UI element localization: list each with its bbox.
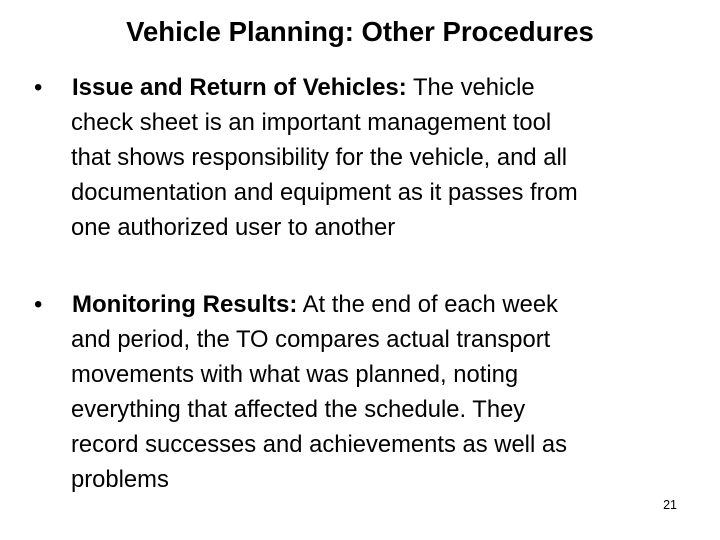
bullet-monitoring-results — [0, 287, 720, 497]
bullet-first-text — [72, 70, 535, 105]
bullet-marker: • — [34, 74, 43, 101]
bullet-text-line — [0, 322, 720, 357]
slide-title: Vehicle Planning: Other Procedures — [126, 16, 594, 47]
bullet-text-line — [0, 175, 720, 210]
bullet-heading: Monitoring Results: — [72, 291, 298, 318]
bullet-text-line — [0, 210, 720, 245]
bullet-text: movements with what was planned, noting — [71, 361, 519, 388]
bullet-text: problems — [71, 466, 169, 493]
bullet-text: check sheet is an important management tool — [71, 109, 552, 136]
bullet-first-text — [72, 287, 558, 322]
bullet-text: everything that affected the schedule. They — [71, 396, 526, 423]
bullet-text: one authorized user to another — [71, 214, 396, 241]
bullet-lead-text: At the end of each week — [297, 291, 558, 318]
bullet-text-line — [0, 105, 720, 140]
bullet-text-line — [0, 462, 720, 497]
bullet-text-line — [0, 392, 720, 427]
page-number: 21 — [663, 498, 677, 512]
bullet-first-line — [0, 70, 720, 105]
bullet-text-line — [0, 140, 720, 175]
bullet-text: record successes and achievements as well as — [71, 431, 568, 458]
bullet-text: that shows responsibility for the vehicle, and all — [71, 144, 568, 171]
bullet-text: and period, the TO compares actual transport — [71, 326, 551, 353]
bullet-text-line — [0, 427, 720, 462]
bullet-issue-and-return — [0, 70, 720, 245]
bullet-heading: Issue and Return of Vehicles: — [72, 74, 407, 101]
bullet-first-line — [0, 287, 720, 322]
bullet-text-line — [0, 357, 720, 392]
bullet-lead-text: The vehicle — [406, 74, 535, 101]
bullet-text: documentation and equipment as it passes from — [71, 179, 578, 206]
bullet-marker: • — [34, 291, 43, 318]
